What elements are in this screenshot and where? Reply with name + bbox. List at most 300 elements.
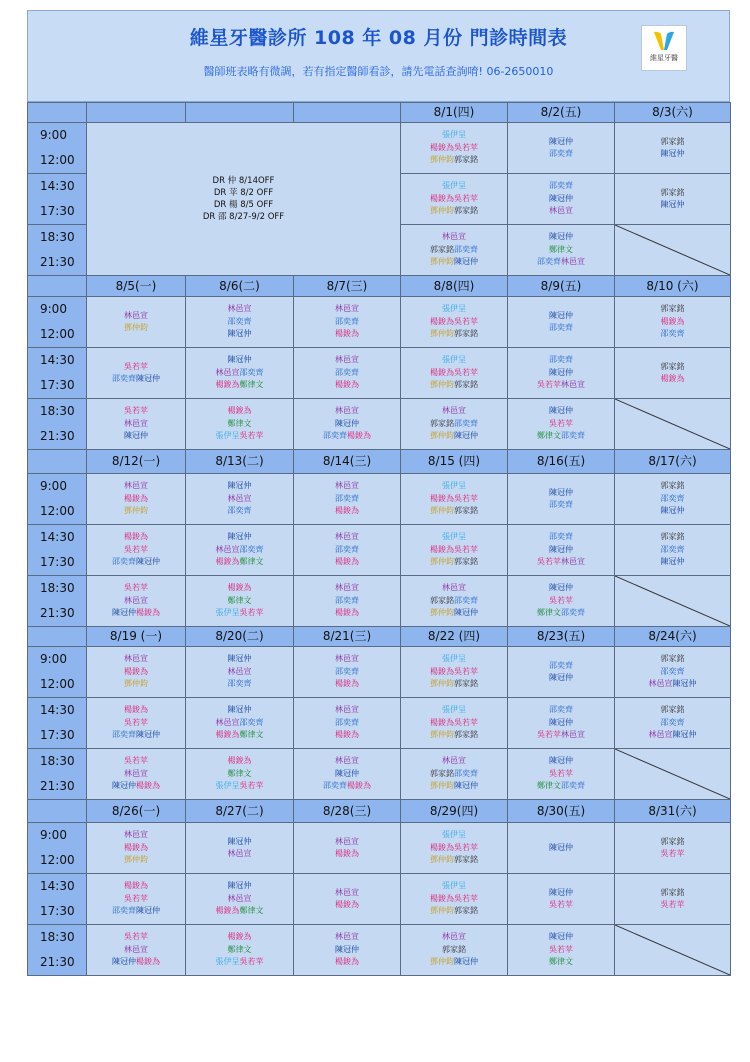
doctor-line [401,480,507,493]
doctor-line [294,768,400,781]
doctor-name: 郭家銘 [454,855,478,865]
doctor-line [186,303,293,316]
time-label: 21:30 [40,955,75,969]
doctor-name: 陳冠仲 [549,583,573,593]
doctor-line [615,373,730,386]
doctor-name: 楊鋑為 [136,957,160,967]
doctor-line [87,531,185,544]
doctor-line [294,717,400,730]
doctor-name: 邵奕齊 [660,717,685,727]
doctor-name: 張伊呈 [215,957,240,967]
doctor-line [186,505,293,518]
doctor-name: 林邑宣 [335,887,359,897]
doctor-name: 鄧仲鈞 [124,679,148,689]
closed-slash [615,225,730,275]
doctor-line [508,672,614,685]
closed-slash [615,576,730,626]
doctor-name: 楊鋑為 [430,493,454,503]
schedule-sheet [27,10,730,976]
doctor-line [508,244,614,257]
doctor-name: 吳若苹 [124,544,148,554]
shift-cell [401,698,508,749]
logo-text: 維星牙醫 [650,54,678,62]
doctor-name: 郭家銘 [430,595,454,605]
doctor-line [401,653,507,666]
time-label: 18:30 [40,404,75,418]
doctor-name: 吳若苹 [124,406,148,416]
doctor-line [401,829,507,842]
date-row [28,103,731,123]
doctor-name: 邵奕齊 [112,730,136,740]
shift-cell [401,399,508,450]
doctor-name: 陳冠仲 [549,487,573,497]
slot-row [28,874,731,925]
doctor-name: 邵奕齊 [660,666,685,676]
doctor-line [401,768,507,781]
doctor-name: 吳若苹 [537,380,561,390]
doctor-name: 郭家銘 [454,329,478,339]
doctor-name: 陳冠仲 [227,329,252,339]
doctor-line [294,836,400,849]
shift-cell [401,174,508,225]
time-slot [28,647,87,698]
doctor-name: 陳冠仲 [454,608,478,618]
time-label: 14:30 [40,179,75,193]
doctor-line [401,303,507,316]
doctor-name: 吳若苹 [454,493,478,503]
off-note-line: DR 仲 8/14OFF [212,176,275,186]
shift-cell [615,297,731,348]
shift-cell [186,297,294,348]
doctor-line [508,842,614,855]
doctor-name: 林邑宣 [335,836,359,846]
doctor-name: 陳冠仲 [549,367,573,377]
doctor-name: 陳冠仲 [549,842,573,852]
doctor-name: 楊鋑為 [335,608,359,618]
doctor-name: 楊鋑為 [124,493,148,503]
doctor-name: 邵奕齊 [561,608,585,618]
doctor-line [401,244,507,257]
doctor-line [401,379,507,392]
doctor-name: 鄧仲鈞 [430,155,454,165]
doctor-line [508,944,614,957]
doctor-line [401,893,507,906]
shift-cell [401,123,508,174]
slot-row [28,525,731,576]
doctor-line [508,717,614,730]
doctor-line [186,678,293,691]
shift-cell [87,749,186,800]
shift-cell [87,823,186,874]
doctor-line [508,180,614,193]
date-header: 8/23(五) [508,627,615,647]
doctor-name: 吳若苹 [239,608,264,618]
doctor-name: 林邑宣 [124,768,148,778]
doctor-name: 吳若苹 [239,431,264,441]
doctor-name: 郭家銘 [454,906,478,916]
doctor-line [615,666,730,679]
time-label: 17:30 [40,904,75,918]
shift-cell [401,225,508,276]
doctor-line [87,493,185,506]
doctor-line [87,595,185,608]
doctor-line [508,607,614,620]
doctor-name: 陳冠仲 [660,200,685,209]
doctor-line [294,379,400,392]
date-header: 8/16(五) [508,450,615,474]
shift-cell [615,647,731,698]
doctor-line [401,142,507,155]
shift-cell [294,348,401,399]
doctor-name: 林邑宣 [335,654,359,664]
doctor-line [186,607,293,620]
doctor-name: 鄧仲鈞 [124,855,148,865]
time-label: 12:00 [40,504,75,518]
doctor-line [186,480,293,493]
doctor-name: 邵奕齊 [454,768,478,778]
doctor-name: 林邑宣 [124,418,148,428]
doctor-name: 楊鋑為 [335,730,359,740]
time-label: 14:30 [40,530,75,544]
doctor-name: 吳若苹 [549,900,573,909]
doctor-name: 邵奕齊 [660,329,685,339]
doctor-line [294,729,400,742]
doctor-name: 郭家銘 [430,768,454,778]
doctor-name: 鄧仲鈞 [430,506,454,516]
doctor-name: 陳冠仲 [672,730,697,740]
doctor-name: 鄭律文 [537,431,561,441]
time-label: 9:00 [40,128,67,142]
doctor-name: 林邑宣 [124,595,148,605]
date-header: 8/7(三) [294,276,401,297]
doctor-line [294,544,400,557]
doctor-line [87,310,185,323]
doctor-line [186,354,293,367]
doctor-line [87,729,185,742]
time-label: 21:30 [40,255,75,269]
doctor-name: 陳冠仲 [227,532,252,542]
doctor-line [294,780,400,793]
doctor-line [294,556,400,569]
slot-row [28,576,731,627]
doctor-name: 郭家銘 [454,730,478,740]
date-header: 8/14(三) [294,450,401,474]
date-header: 8/31(六) [615,800,731,823]
date-row [28,800,731,823]
doctor-line [186,768,293,781]
shift-cell [615,823,731,874]
time-label: 12:00 [40,853,75,867]
doctor-line [615,303,730,316]
doctor-line [508,595,614,608]
doctor-line [508,405,614,418]
date-header: 8/30(五) [508,800,615,823]
doctor-name: 陳冠仲 [227,654,252,664]
doctor-line [294,405,400,418]
doctor-line [508,487,614,500]
doctor-line [615,531,730,544]
closed-slot [615,925,731,976]
doctor-name: 林邑宣 [442,583,466,593]
doctor-name: 鄭律文 [537,781,561,791]
doctor-name: 邵奕齊 [335,316,359,326]
doctor-name: 陳冠仲 [549,932,573,942]
shift-cell [87,874,186,925]
doctor-name: 陳冠仲 [112,781,136,791]
doctor-name: 陳冠仲 [549,756,573,766]
doctor-line [508,231,614,244]
doctor-name: 林邑宣 [335,705,359,715]
doctor-line [401,678,507,691]
doctor-line [508,418,614,431]
doctor-line [186,595,293,608]
doctor-name: 鄧仲鈞 [430,679,454,689]
doctor-name: 邵奕齊 [454,418,478,428]
doctor-name: 吳若苹 [549,595,573,605]
date-header: 8/26(一) [87,800,186,823]
doctor-name: 郭家銘 [660,654,685,664]
doctor-line [615,556,730,569]
doctor-name: 林邑宣 [442,932,466,942]
doctor-name: 楊鋑為 [430,893,454,903]
doctor-name: 鄧仲鈞 [124,323,148,332]
doctor-name: 楊鋑為 [124,532,148,542]
doctor-line [508,354,614,367]
doctor-name: 鄭律文 [239,906,264,916]
doctor-line [294,956,400,969]
doctor-line [401,755,507,768]
doctor-name: 張伊呈 [442,130,466,140]
shift-cell [401,874,508,925]
off-note-line: DR 邵 8/27-9/2 OFF [202,212,285,222]
doctor-line [401,729,507,742]
doctor-line [508,193,614,206]
doctor-name: 林邑宣 [227,666,252,676]
header-note: 醫師班表略有微調，若有指定醫師看診，請先電話查詢唷! 06-2650010 [203,65,554,78]
doctor-name: 張伊呈 [442,532,466,542]
doctor-line [87,607,185,620]
shift-cell [615,698,731,749]
doctor-line [401,505,507,518]
shift-cell [186,647,294,698]
closed-slot [615,399,731,450]
doctor-name: 邵奕齊 [112,374,136,383]
doctor-name: 邵奕齊 [227,506,252,516]
doctor-line [615,899,730,912]
doctor-name: 郭家銘 [454,380,478,390]
doctor-name: 張伊呈 [442,705,466,715]
shift-cell [615,123,731,174]
doctor-name: 邵奕齊 [239,717,264,727]
doctor-name: 郭家銘 [430,244,454,254]
time-label: 18:30 [40,930,75,944]
shift-cell [401,348,508,399]
doctor-name: 邵奕齊 [227,316,252,326]
doctor-line [87,405,185,418]
doctor-name: 陳冠仲 [227,355,252,365]
doctor-line [186,704,293,717]
shift-cell [508,174,615,225]
doctor-name: 鄧仲鈞 [430,257,454,267]
doctor-line [87,505,185,518]
shift-cell [87,647,186,698]
shift-cell [508,874,615,925]
doctor-line [508,887,614,900]
slot-row [28,297,731,348]
shift-cell [87,525,186,576]
date-row [28,276,731,297]
doctor-name: 張伊呈 [442,481,466,491]
doctor-name: 林邑宣 [561,557,585,567]
shift-cell [401,925,508,976]
shift-cell [186,698,294,749]
doctor-line [186,493,293,506]
doctor-line [508,704,614,717]
doctor-name: 張伊呈 [442,304,466,314]
doctor-name: 鄭律文 [239,380,264,390]
doctor-line [615,199,730,212]
doctor-name: 楊鋑為 [430,666,454,676]
doctor-line [87,905,185,918]
doctor-line [186,880,293,893]
doctor-name: 陳冠仲 [549,232,573,242]
doctor-line [186,418,293,431]
doctor-name: 邵奕齊 [112,906,136,916]
date-row [28,627,731,647]
doctor-line [294,666,400,679]
closed-slash [615,399,730,449]
doctor-name: 吳若苹 [239,957,264,967]
doctor-name: 郭家銘 [660,187,685,197]
shift-cell [615,174,731,225]
doctor-line [186,931,293,944]
doctor-name: 陳冠仲 [112,957,136,967]
shift-cell [508,698,615,749]
page-title: 維星牙醫診所 108 年 08 月份 門診時間表 [189,27,568,49]
doctor-name: 楊鋑為 [227,932,252,942]
time-label: 17:30 [40,204,75,218]
doctor-name: 陳冠仲 [136,906,160,916]
date-header: 8/3(六) [615,103,731,123]
time-slot [28,174,87,225]
doctor-line [401,129,507,142]
doctor-name: 楊鋑為 [227,406,252,416]
doctor-line [186,367,293,380]
doctor-name: 鄭律文 [549,244,573,254]
shift-cell [508,647,615,698]
doctor-name: 陳冠仲 [136,730,160,740]
doctor-name: 楊鋑為 [227,756,252,766]
doctor-name: 陳冠仲 [124,431,148,441]
shift-cell [508,348,615,399]
time-label: 14:30 [40,703,75,717]
doctor-line [87,944,185,957]
doctor-line [294,303,400,316]
date-header: 8/20(二) [186,627,294,647]
doctor-name: 郭家銘 [660,836,685,846]
doctor-name: 張伊呈 [215,781,240,791]
time-label: 21:30 [40,779,75,793]
time-slot [28,399,87,450]
slot-row [28,823,731,874]
doctor-line [87,854,185,867]
shift-cell [186,925,294,976]
doctor-name: 吳若苹 [124,583,148,593]
doctor-name: 吳若苹 [454,367,478,377]
doctor-line [186,316,293,329]
doctor-name: 郭家銘 [660,361,685,371]
doctor-name: 張伊呈 [442,355,466,365]
date-header [87,103,186,123]
doctor-name: 鄭律文 [227,418,252,428]
doctor-line [294,582,400,595]
doctor-name: 林邑宣 [124,310,148,320]
doctor-line [186,956,293,969]
doctor-name: 陳冠仲 [549,544,573,554]
doctor-line [87,582,185,595]
date-corner [28,450,87,474]
doctor-line [401,154,507,167]
date-header: 8/9(五) [508,276,615,297]
doctor-name: 林邑宣 [648,679,673,689]
date-header: 8/10 (六) [615,276,731,297]
doctor-line [87,768,185,781]
doctor-name: 鄭律文 [549,957,573,967]
time-label: 18:30 [40,581,75,595]
doctor-name: 林邑宣 [215,717,240,727]
doctor-name: 吳若苹 [124,932,148,942]
clinic-logo [641,25,687,71]
doctor-line [615,544,730,557]
doctor-name: 張伊呈 [442,654,466,664]
doctor-name: 郭家銘 [660,705,685,715]
doctor-line [615,717,730,730]
time-label: 18:30 [40,754,75,768]
doctor-line [615,361,730,374]
doctor-name: 陳冠仲 [335,418,359,428]
shift-cell [615,348,731,399]
doctor-line [294,653,400,666]
doctor-name: 邵奕齊 [660,544,685,554]
doctor-name: 邵奕齊 [323,431,347,441]
doctor-name: 楊鋑為 [124,666,148,676]
shift-cell [508,474,615,525]
doctor-name: 吳若苹 [537,730,561,740]
time-label: 9:00 [40,652,67,666]
shift-cell [508,525,615,576]
doctor-name: 鄧仲鈞 [430,781,454,791]
time-label: 9:00 [40,479,67,493]
doctor-name: 楊鋑為 [335,957,359,967]
shift-cell [508,925,615,976]
doctor-name: 楊鋑為 [215,730,240,740]
doctor-line [87,361,185,374]
date-corner [28,103,87,123]
date-header: 8/29(四) [401,800,508,823]
doctor-line [294,505,400,518]
doctor-name: 吳若苹 [239,781,264,791]
doctor-line [294,418,400,431]
doctor-name: 邵奕齊 [454,595,478,605]
doctor-name: 陳冠仲 [335,768,359,778]
doctor-name: 陳冠仲 [112,608,136,618]
doctor-line [401,328,507,341]
doctor-line [87,780,185,793]
doctor-line [401,905,507,918]
doctor-name: 吳若苹 [549,768,573,778]
doctor-name: 張伊呈 [442,181,466,191]
doctor-name: 張伊呈 [442,881,466,891]
